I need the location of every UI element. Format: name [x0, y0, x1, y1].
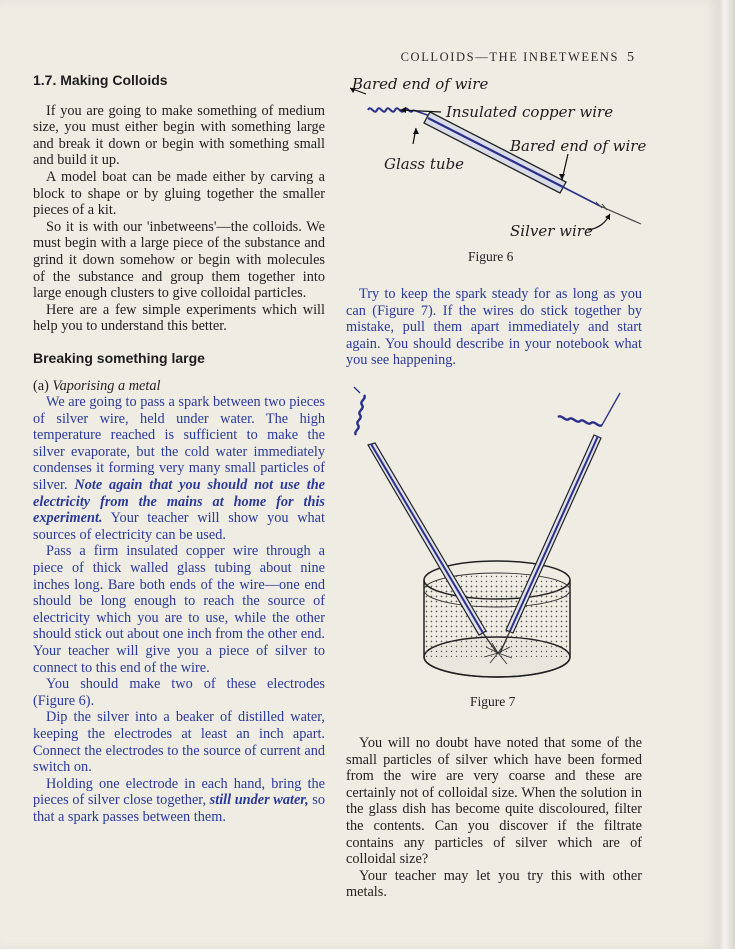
label-silver-wire: Silver wire: [510, 222, 593, 240]
section-title: 1.7. Making Colloids: [33, 72, 168, 88]
instruction-paragraph-3: You should make two of these electrodes (Figure 6).: [33, 676, 325, 709]
figure-7-caption: Figure 7: [470, 694, 516, 709]
right-column-top: [346, 286, 642, 369]
figure-7-apparatus-drawing: [350, 385, 640, 695]
p5-start: Holding one electrode in each hand, bring the pieces of silver close together,: [33, 775, 325, 809]
subsection-title: Breaking something large: [33, 349, 205, 366]
other-metals-paragraph: Your teacher may let you try this with other metals.: [346, 867, 642, 901]
page-edge: [718, 0, 735, 949]
instruction-paragraph-4: Dip the silver into a beaker of distilled water, keeping the electrodes at least an inch apart. Connect the electrodes to the source of current and switch on.: [33, 709, 325, 776]
experiment-title: Vaporising a metal: [52, 377, 161, 394]
instruction-paragraph-2: Pass a firm insulated copper wire through a piece of thick walled glass tubing about nine inches long. Bare both ends of the wire—one end should be long enough to reach the source of electricity which you are to use, while the other should stick out about one inch from the other end. Your teacher will give you a piece of silver to connect to this end of the wire.: [33, 543, 325, 676]
label-bared-end-top: Bared end of wire: [352, 75, 489, 93]
experiment-heading: [33, 378, 325, 395]
p1-end: Your teacher will show you what sources of electricity can be used.: [33, 510, 325, 543]
still-under-water-emphasis: still under water,: [209, 792, 309, 809]
label-insulated-wire: Insulated copper wire: [446, 103, 614, 121]
p1-start: We are going to pass a spark between two pieces of silver wire, held under water. The high temperature reached is sufficient to make the silver evaporate, but the cold water immediately condenses it forming very many small particles of silver.: [33, 394, 325, 494]
conclusion-paragraph: You will no doubt have noted that some of the small particles of silver which have been formed from the wire are very coarse and these are certainly not of colloidal size. When the solution in the glass dish has become quite discoloured, filter the contents. Can you discover if the filtrate contains any particles of silver which are of colloidal size?: [346, 735, 642, 868]
intro-paragraph-4: Here are a few simple experiments which will help you to understand this better.: [33, 301, 325, 335]
figure-6-caption: Figure 6: [468, 249, 514, 264]
intro-paragraph-3: So it is with our 'inbetweens'—the colloids. We must begin with a large piece of the substance and grind it down somehow or begin with molecules of the substance and group them together into large enough clusters to give colloidal particles.: [33, 218, 325, 302]
instruction-paragraph-1: [33, 394, 325, 543]
intro-paragraph-2: A model boat can be made either by carving a block to shape or by gluing together the smaller pieces of a kit.: [33, 168, 325, 219]
spark-steady-paragraph: Try to keep the spark steady for as long as you can (Figure 7). If the wires do stick together by mistake, pull them apart immediately and start again. You should describe in your notebook what you see happening.: [346, 286, 642, 369]
label-bared-end-right: Bared end of wire: [510, 137, 647, 155]
right-column-bottom: [346, 735, 642, 901]
running-title: COLLOIDS—THE INBETWEENS: [400, 50, 619, 64]
running-header: [401, 50, 634, 66]
instructions-block: [33, 394, 325, 825]
page-number: 5: [627, 50, 634, 65]
safety-warning: Note again that you should not use the electricity from the mains at home for this experiment.: [33, 477, 325, 527]
p5-end: so that a spark passes between them.: [33, 792, 325, 825]
left-column: [33, 72, 325, 826]
label-glass-tube: Glass tube: [384, 155, 465, 173]
intro-paragraph-1: If you are going to make something of medium size, you must either begin with something large and break it down or begin with something small and build it up.: [33, 102, 325, 169]
figure-6-electrode-diagram: [338, 72, 654, 252]
experiment-label: (a): [33, 377, 49, 394]
instruction-paragraph-5: [33, 776, 325, 826]
